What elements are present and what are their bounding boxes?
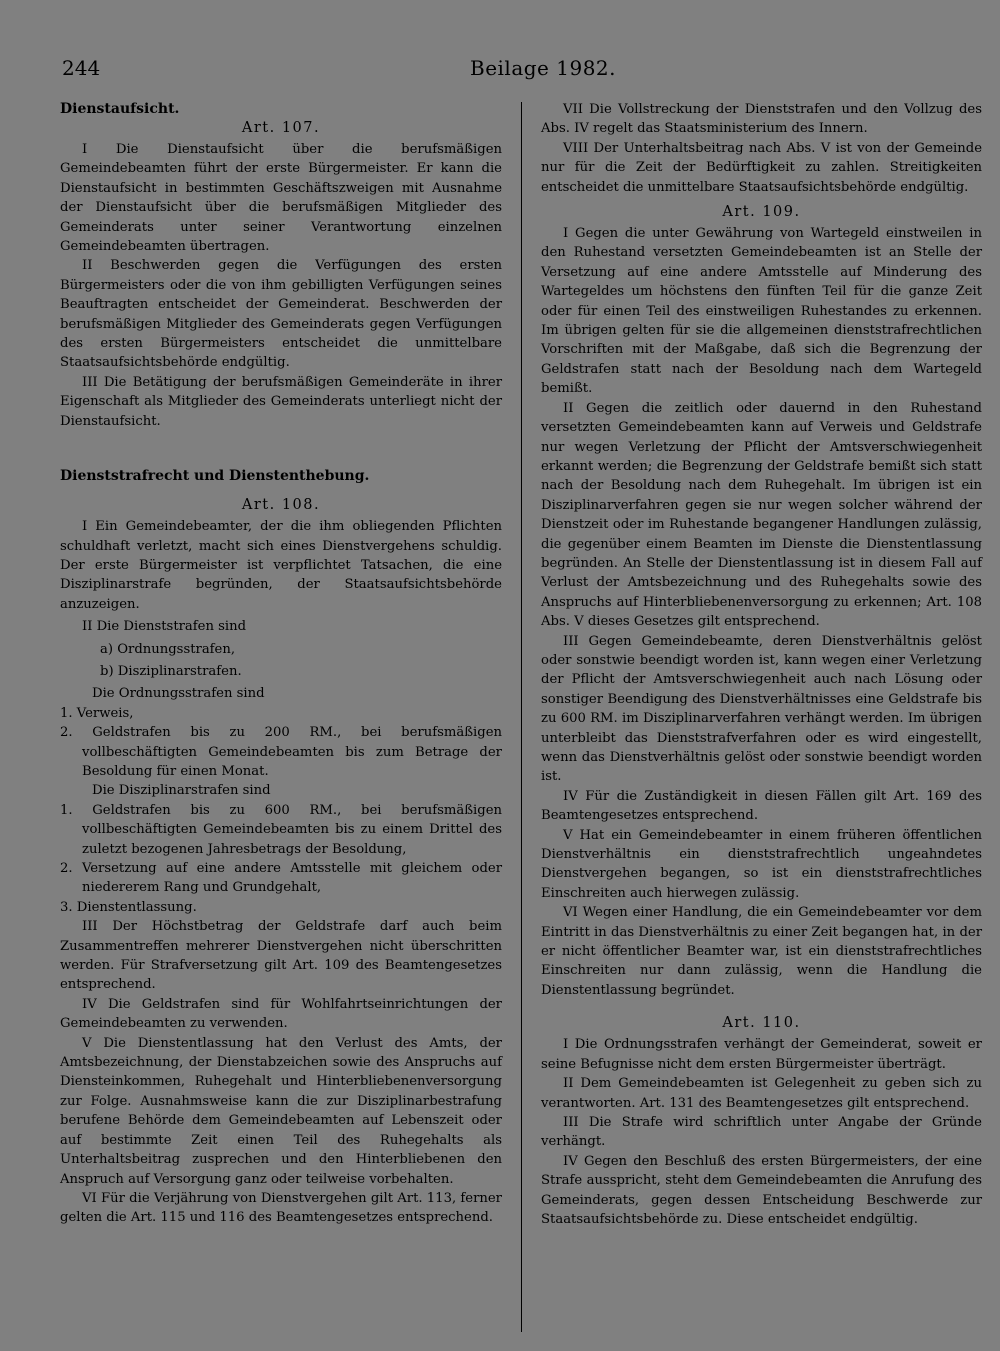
article-title: Art. 110. — [722, 1015, 801, 1032]
paragraph: VI Wegen einer Handlung, die ein Gemeindebeamter vor dem Eintritt in das Dienstverhältnis zu einer Zeit begangen hat, in der er nicht öffentlicher Beamter war, ist ein dienststrafrechtliches Einschreiten nur dann zulässig, wenn die Handlung die Dienstentlassung begründet. — [541, 905, 982, 998]
list-item: 2. Geldstrafen bis zu 200 RM., bei berufsmäßigen vollbeschäftigten Gemeindebeamten bis zum Betrage der Besoldung für einen Monat. — [60, 725, 502, 779]
paragraph: I Gegen die unter Gewährung von Wartegeld einstweilen in den Ruhestand versetzten Gemeindebeamten ist an Stelle der Versetzung auf eine andere Amtsstelle auf Minderung des Wartegeldes um höchstens den fünften Teil für die ganze Zeit oder für einen Teil des einstweiligen Ruhestandes zu erkennen. Im übrigen gelten für sie die allgemeinen dienststrafrechtlichen Vorschriften mit der Maßgabe, daß sich die Begrenzung der Geldstrafen statt nach der Besoldung nach dem Wartegeld bemißt. — [541, 226, 982, 397]
paragraph: III Die Betätigung der berufsmäßigen Gemeinderäte in ihrer Eigenschaft als Mitglieder des Gemeinderats unterliegt nicht der Dienstaufsicht. — [60, 374, 502, 429]
page-title: Beilage 1982. — [470, 56, 617, 80]
paragraph: I Die Dienstaufsicht über die berufsmäßigen Gemeindebeamten führt der erste Bürgermeister. Er kann die Dienstaufsicht in bestimmten Geschäftszweigen mit Ausnahme der Dienstaufsicht über die berufsmäßigen Mitglieder des Gemeinderats unter seiner Verantwortung einzelnen Gemeindebeamten übertragen. — [60, 142, 502, 255]
paragraph: III Der Höchstbetrag der Geldstrafe darf auch beim Zusammentreffen mehrerer Dienstvergehen nicht überschritten werden. Für Strafversetzung gilt Art. 109 des Beamtengesetzes entsprechend. — [60, 919, 502, 993]
paragraph: III Gegen Gemeindebeamte, deren Dienstverhältnis gelöst oder sonstwie beendigt worden ist, kann wegen einer Verletzung der Pflicht der Amtsverschwiegenheit auch nach Lösung oder sonstiger Beendigung des Dienstverhältnisses eine Geldstrafe bis zu 600 RM. im Disziplinarverfahren verhängt werden. Im übrigen unterbleibt das Dienststrafverfahren oder es wird eingestellt, wenn das Dienstverhältnis gelöst oder sonstwie beendigt worden ist. — [541, 633, 982, 785]
article-title: Art. 107. — [241, 120, 321, 136]
paragraph: II Dem Gemeindebeamten ist Gelegenheit zu geben sich zu verantworten. Art. 131 des Beamtengesetzes gilt entsprechend. — [541, 1076, 982, 1111]
paragraph: I Ein Gemeindebeamter, der die ihm obliegenden Pflichten schuldhaft verletzt, macht sich eines Dienstvergehens schuldig. Der erste Bürgermeister ist verpflichtet Tatsachen, die eine Disziplinarstrafe begründen, der Staatsaufsichtsbehörde anzuzeigen. — [60, 519, 502, 612]
list-item: 2. Versetzung auf eine andere Amtsstelle mit gleichem oder niedererem Rang und Grundgehalt, — [60, 861, 502, 896]
paragraph: IV Für die Zuständigkeit in diesen Fällen gilt Art. 169 des Beamtengesetzes entsprechend. — [541, 788, 982, 824]
right-column — [541, 100, 982, 1229]
list-item: 1. Geldstrafen bis zu 600 RM., bei berufsmäßigen vollbeschäftigten Gemeindebeamten bis zu einem Drittel des zuletzt bezogenen Jahresbetrags der Besoldung, — [60, 802, 502, 857]
list-heading: Die Ordnungsstrafen sind — [92, 686, 265, 702]
page-number: 244 — [62, 56, 101, 80]
paragraph: I Die Ordnungsstrafen verhängt der Gemeinderat, soweit er seine Befugnisse nicht dem ersten Bürgermeister überträgt. — [541, 1037, 982, 1072]
section-heading: Dienststrafrecht und Dienstenthebung. — [60, 468, 370, 485]
paragraph: IV Die Geldstrafen sind für Wohlfahrtseinrichtungen der Gemeindebeamten zu verwenden. — [60, 996, 502, 1032]
list-item: 3. Dienstentlassung. — [60, 899, 197, 915]
list-heading: Die Disziplinarstrafen sind — [92, 783, 271, 799]
paragraph: II Die Dienststrafen sind — [82, 619, 247, 635]
left-column — [60, 100, 502, 1228]
paragraph: VIII Der Unterhaltsbeitrag nach Abs. V ist von der Gemeinde nur für die Zeit der Bedürftigkeit zu zahlen. Streitigkeiten entscheidet die unmittelbare Staatsaufsichtsbehörde endgültig. — [541, 140, 982, 195]
paragraph: V Die Dienstentlassung hat den Verlust des Amts, der Amtsbezeichnung, der Dienstabzeichen sowie des Anspruchs auf Diensteinkommen, Ruhegehalt und Hinterbliebenenversorgung zur Folge. Ausnahmsweise kann die zur Disziplinarbestrafung berufene Behörde dem Gemeindebeamten auf Lebenszeit oder auf bestimmte Zeit einen Teil des Ruhegehalts als Unterhaltsbeitrag zusprechen und den Hinterbliebenen den Anspruch auf Versorgung ganz oder teilweise vorbehalten. — [60, 1035, 502, 1187]
paragraph: V Hat ein Gemeindebeamter in einem früheren öffentlichen Dienstverhältnis ein dienststrafrechtlich ungeahndetes Dienstvergehen begangen, so ist ein dienststrafrechtliches Einschreiten auch hierwegen zulässig. — [541, 827, 982, 901]
section-heading: Dienstaufsicht. — [60, 101, 180, 117]
paragraph: II Beschwerden gegen die Verfügungen des ersten Bürgermeisters oder die von ihm gebilligten Verfügungen seines Beauftragten entscheidet der Gemeinderat. Beschwerden der berufsmäßigen Mitglieder des Gemeinderats gegen Verfügungen des ersten Bürgermeisters entscheidet die unmittelbare Staatsaufsichtsbehörde endgültig. — [60, 258, 502, 371]
article-title: Art. 108. — [241, 497, 321, 514]
paragraph: VI Für die Verjährung von Dienstvergehen gilt Art. 113, ferner gelten die Art. 115 und 116 des Beamtengesetzes entsprechend. — [60, 1190, 502, 1226]
paragraph: II Gegen die zeitlich oder dauernd in den Ruhestand versetzten Gemeindebeamten kann auf Verweis und Geldstrafe nur wegen Verletzung der Pflicht der Amtsverschwiegenheit erkannt werden; die Begrenzung der Geldstrafe bemißt sich statt nach der Besoldung nach dem Ruhegehalt. Im übrigen ist ein Disziplinarverfahren gegen sie nur wegen solcher während der Dienstzeit oder im Ruhestande begangener Handlungen zulässig, die gegenüber einem Beamten im Dienste die Dienstentlassung begründen. An Stelle der Dienstentlassung ist in diesem Fall auf Verlust der Amtsbezeichnung und des Ruhegehalts sowie des Anspruchs auf Hinterbliebenenversorgung zu erkennen; Art. 108 Abs. V dieses Gesetzes gilt entsprechend. — [541, 400, 982, 630]
list-item: a) Ordnungsstrafen, — [100, 641, 236, 657]
list-item: b) Disziplinarstrafen. — [100, 663, 242, 679]
column-divider — [521, 102, 522, 1332]
paragraph: III Die Strafe wird schriftlich unter Angabe der Gründe verhängt. — [541, 1114, 982, 1150]
list-item: 1. Verweis, — [60, 705, 134, 721]
article-title: Art. 109. — [722, 204, 801, 221]
page-header — [62, 56, 942, 86]
paragraph: IV Gegen den Beschluß des ersten Bürgermeisters, der eine Strafe ausspricht, steht dem Gemeindebeamten die Anrufung des Gemeinderats, gegen dessen Entscheidung Beschwerde zur Staatsaufsichtsbehörde zu. Diese entscheidet endgültig. — [541, 1153, 982, 1227]
paragraph: VII Die Vollstreckung der Dienststrafen und den Vollzug des Abs. IV regelt das Staatsministerium des Innern. — [541, 102, 982, 137]
